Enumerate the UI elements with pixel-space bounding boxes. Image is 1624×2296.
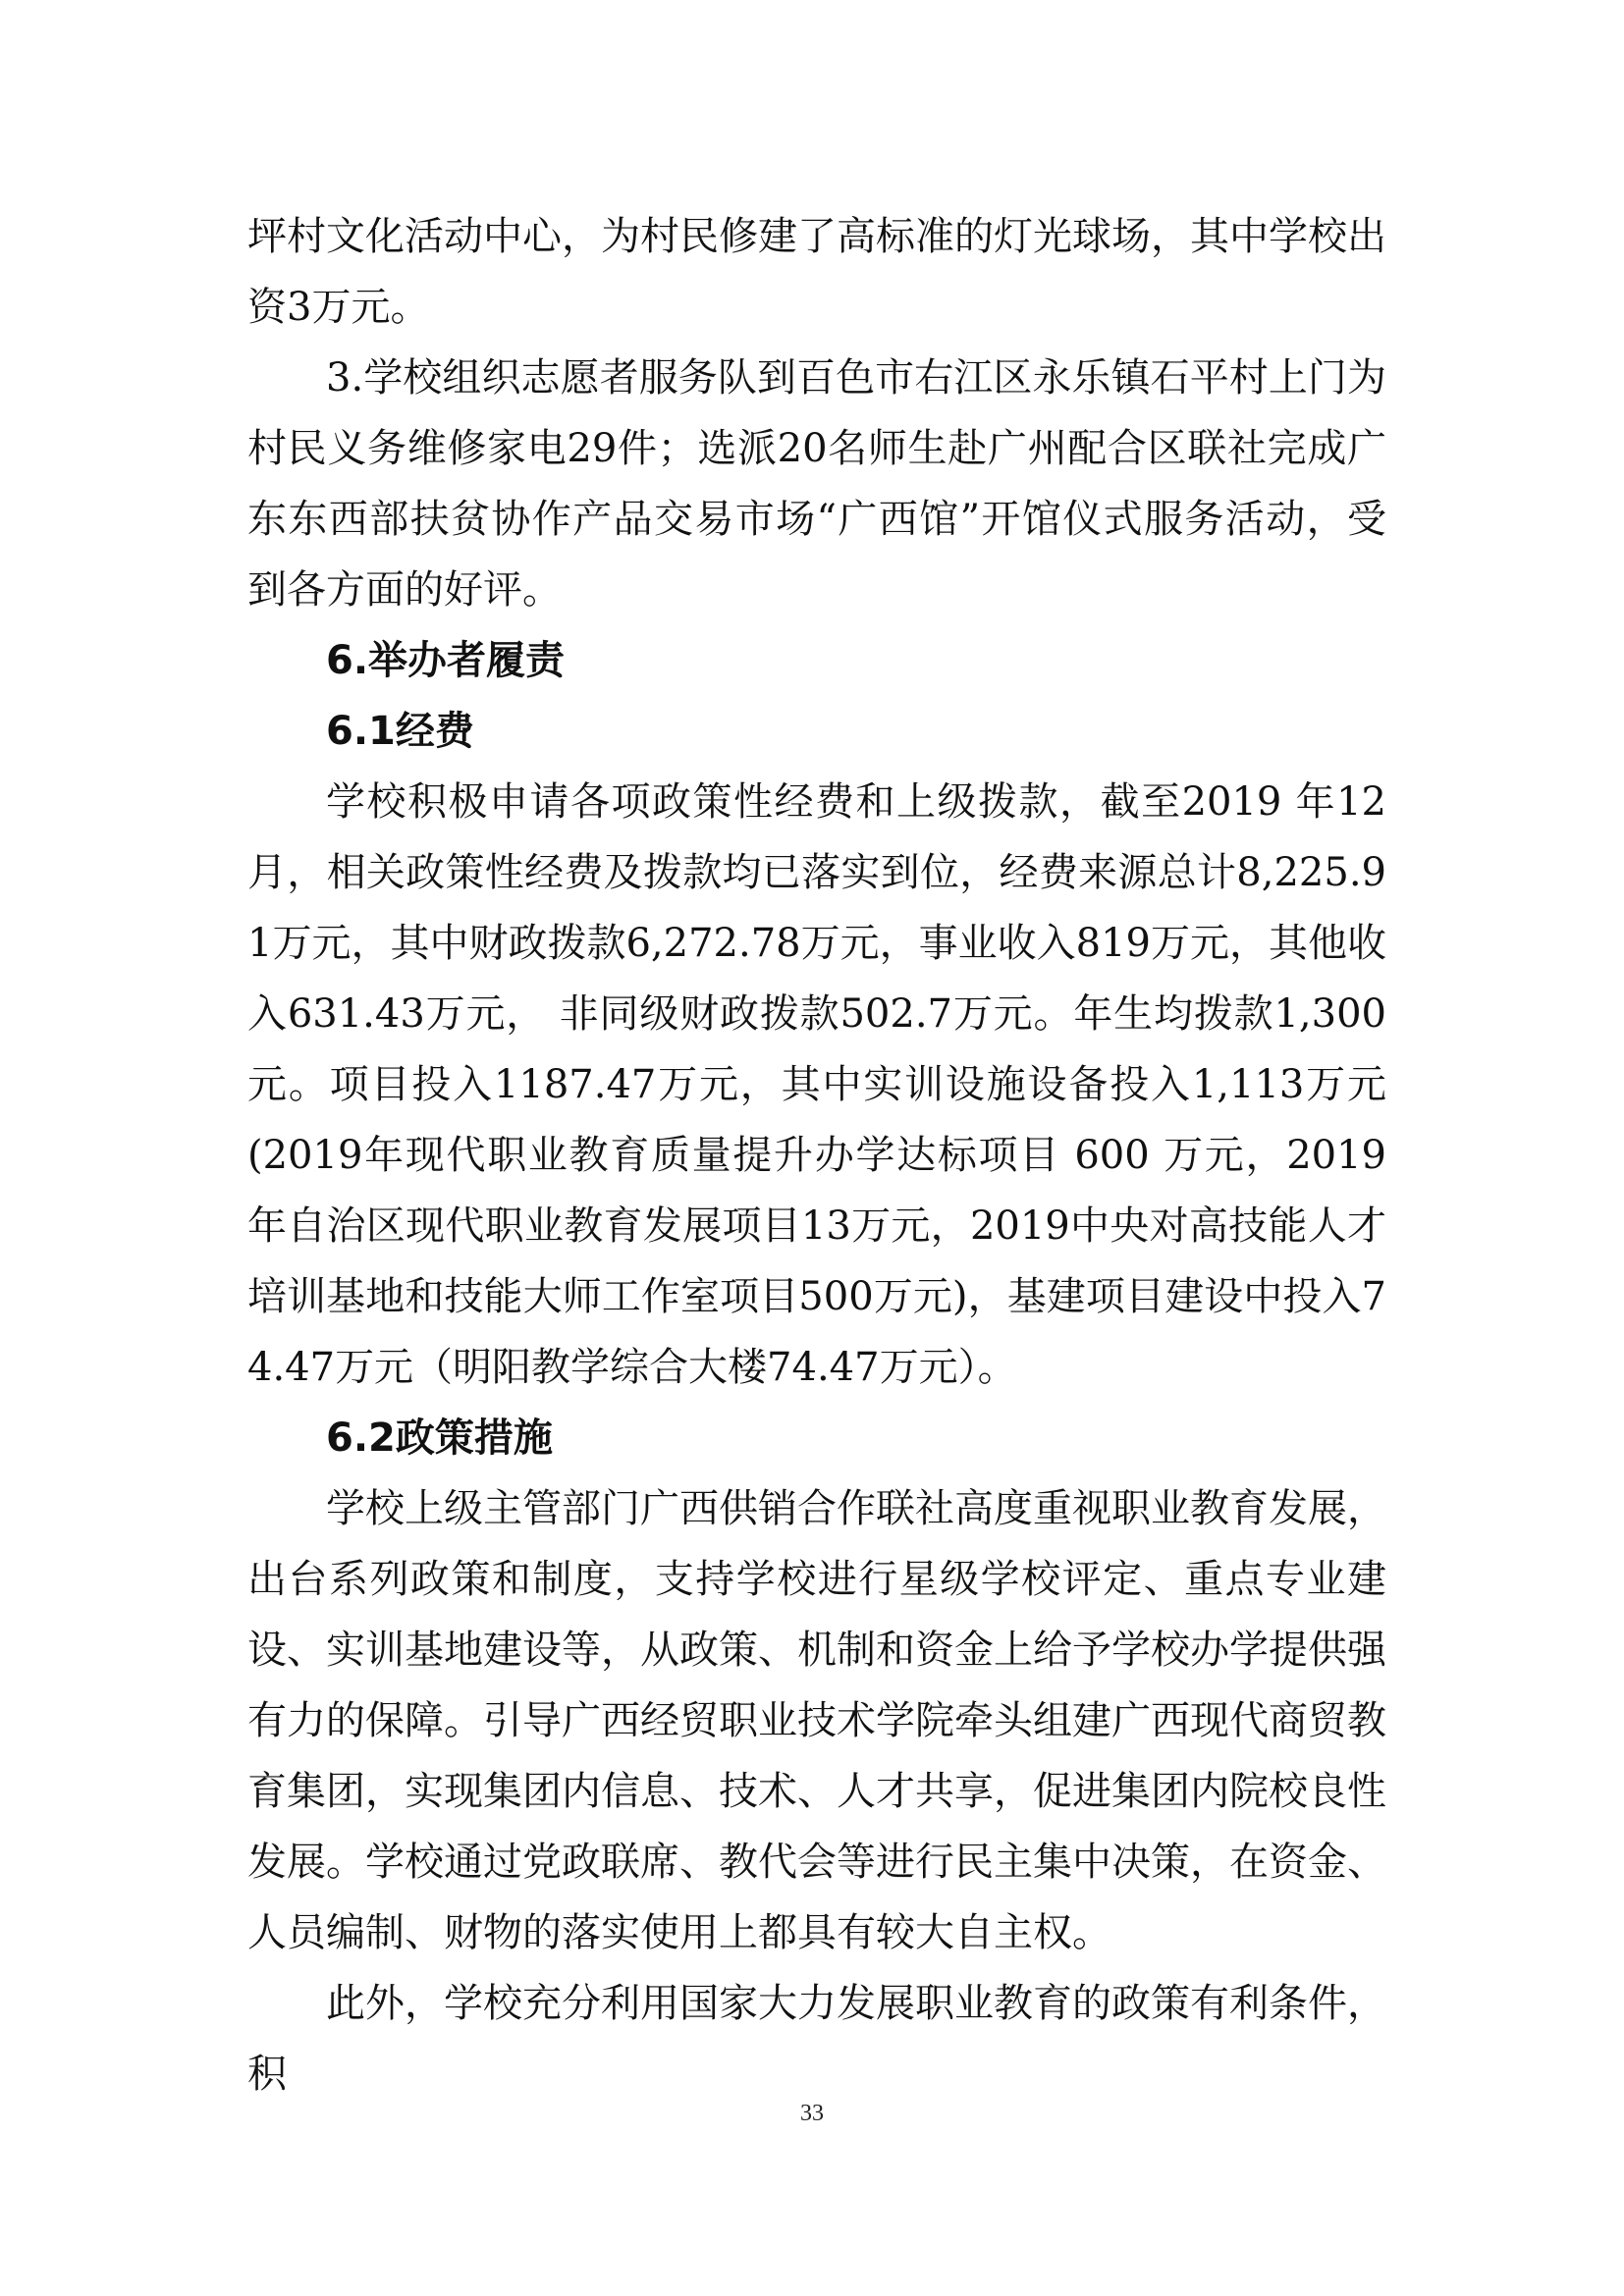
paragraph-policy: 学校上级主管部门广西供销合作联社高度重视职业教育发展，出台系列政策和制度，支持学校进行星级学校评定、重点专业建设、实训基地建设等，从政策、机制和资金上给予学校办学提供强有力的保障。引导广西经贸职业技术学院牵头组建广西现代商贸教育集团，实现集团内信息、技术、人才共享，促进集团内院校良性发展。学校通过党政联席、教代会等进行民主集中决策，在资金、人员编制、财物的落实使用上都具有较大自主权。: [247, 1486, 1386, 1955]
section-heading-6-2: 6.2政策措施: [326, 1415, 553, 1461]
section-heading-6-1: 6.1经费: [326, 709, 474, 754]
section-heading-6: 6.举办者履责: [326, 638, 566, 683]
paragraph-additional: 此外，学校充分利用国家大力发展职业教育的政策有利条件，积: [247, 1981, 1386, 2097]
page-number: 33: [800, 2101, 824, 2126]
paragraph-item-3: 3.学校组织志愿者服务队到百色市右江区永乐镇石平村上门为村民义务维修家电29件；选派20名师生赴广州配合区联社完成广东东西部扶贫协作产品交易市场“广西馆”开馆仪式服务活动，受到各方面的好评。: [247, 355, 1386, 613]
paragraph-funding: 学校积极申请各项政策性经费和上级拨款，截至2019 年12月，相关政策性经费及拨款均已落实到位，经费来源总计8,225.91万元，其中财政拨款6,272.78万元，事业收入819万元，其他收入631.43万元， 非同级财政拨款502.7万元。年生均拨款1,300元。项目投入1187.47万元，其中实训设施设备投入1,113万元(2019年现代职业教育质量提升办学达标项目 600 万元，2019 年自治区现代职业教育发展项目13万元，2019中央对高技能人才培训基地和技能大师工作室项目500万元)，基建项目建设中投入74.47万元（明阳教学综合大楼74.47万元）。: [247, 779, 1386, 1390]
document-body: [247, 201, 1386, 2109]
paragraph-continuation: 坪村文化活动中心，为村民修建了高标准的灯光球场，其中学校出资3万元。: [247, 214, 1386, 330]
